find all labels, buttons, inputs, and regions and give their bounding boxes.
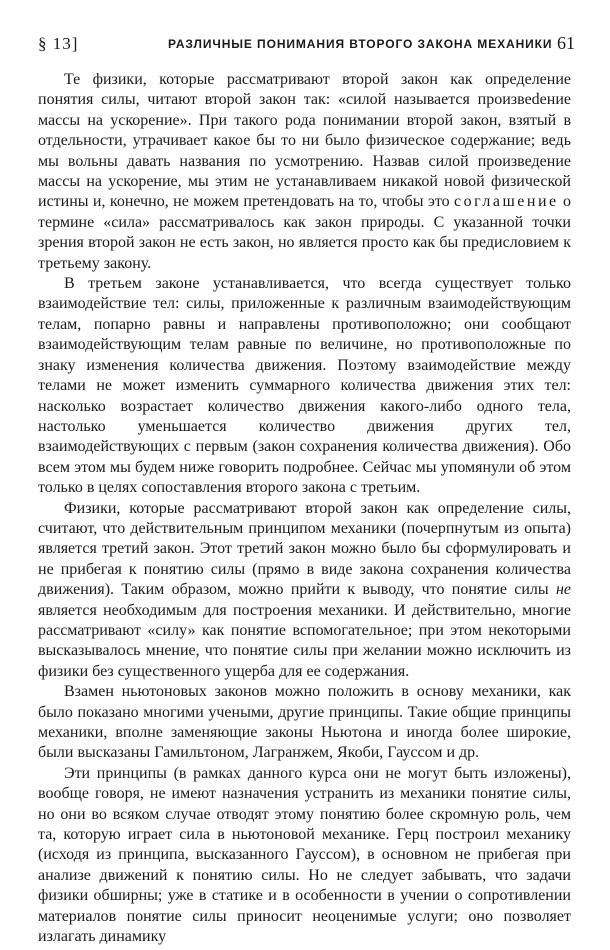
spaced-term-agreement: соглашение — [454, 193, 559, 211]
paragraph-1 — [38, 70, 571, 274]
paragraph-1-text-b: о термине «сила» рассматривалось как закон природы. С указанной точки зрения второй закон не есть закон, но является просто как бы предисловием к третьему закону. — [38, 193, 572, 272]
paragraph-1-text-a: Те физики, которые рассматривают второй закон как определение понятия силы, читают второй закон так: «силой называется произвеdение массы на ускорение». При такого рода понимании второй закон, взятый в отдельности, утрачивает какое бы то ни было физическое содержание; ведь мы вольны давать названия по усмотрению. Назвав силой произведение массы на ускорение, мы этим не устанавливаем никакой новой физической истины и, конечно, не можем претендовать на то, чтобы это — [38, 71, 571, 211]
italic-word-not: не — [555, 581, 571, 599]
paragraph-5: Эти принципы (в рамках данного курса они не могут быть изложены), вообще говоря, не имеют назначения устранить из механики понятие силы, но они во всяком случае отводят этому понятию более скромную роль, чем та, которую играет сила в ньютоновой механике. Герц построил механику (исходя из принципа, высказанного Гауссом), в основном не прибегая при анализе движений к понятию силы. Но не следует забывать, что задачи физики обширны; уже в статике и в особенности в учении о сопротивлении материалов понятие силы приносит неоценимые услуги; оно позволяет излагать динамику — [38, 764, 571, 946]
page-body — [38, 70, 571, 947]
paragraph-3 — [38, 499, 571, 683]
paragraph-3-text-b: является необходимым для построения механики. И действительно, многие рассматривают «силу» как понятие вспомогательное; при этом некоторыми высказывалось мнение, что понятие силы при желании можно исключить из физики без существенного ущерба для ее содержания. — [38, 601, 571, 680]
running-header — [38, 34, 575, 56]
section-number: § 13] — [38, 34, 79, 53]
paragraph-4: Взамен ньютоновых законов можно положить в основу механики, как было показано многими учеными, другие принципы. Такие общие принципы механики, вполне заменяющие законы Ньютона и иногда более широкие, были высказаны Гамильтоном, Лагранжем, Якоби, Гауссом и др. — [38, 683, 571, 762]
paragraph-2: В третьем законе устанавливается, что всегда существует только взаимодействие тел: силы, приложенные к различным взаимодействующим телам, попарно равны и направлены противоположно; они сообщают взаимодействующим телам равные по величине, но противоположные по знаку изменения количества движения. Поэтому взаимодействие между телами не может изменить суммарного количества движения этих тел: насколько возрастает количество движения какого-либо одного тела, настолько уменьшается количество движения других тел, взаимодействующих с первым (закон сохранения количества движения). Обо всем этом мы будем ниже говорить подробнее. Сейчас мы упомянули об этом только в целях сопоставления второго закона с третьим. — [38, 275, 571, 497]
page-number: 61 — [557, 33, 575, 53]
paragraph-3-text-a: Физики, которые рассматривают второй закон как определение силы, считают, что действительным принципом механики (почерпнутым из опыта) является третий закон. Этот третий закон можно было бы сформулировать и не прибегая к понятию силы (прямо в виде закона сохранения количества движения). Таким образом, можно прийти к выводу, что понятие силы — [38, 499, 571, 599]
running-title: РАЗЛИЧНЫЕ ПОНИМАНИЯ ВТОРОГО ЗАКОНА МЕХАНИКИ — [168, 37, 553, 51]
